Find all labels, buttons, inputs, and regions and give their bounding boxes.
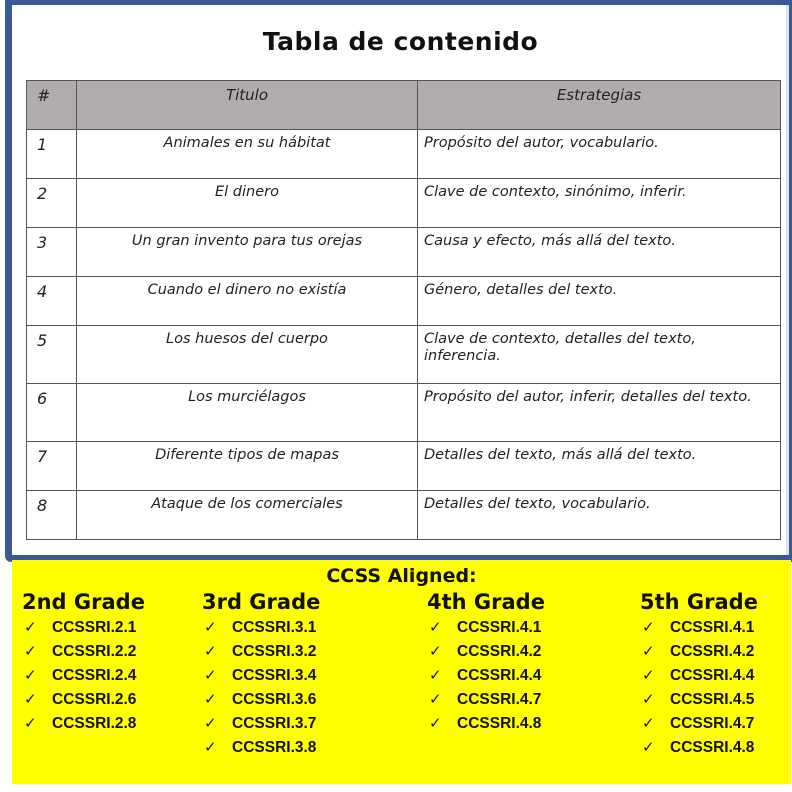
row-strategies	[418, 491, 781, 540]
check-icon: ✓	[24, 690, 37, 708]
standard-item	[202, 711, 320, 735]
strategies-text: Propósito del autor, inferir, detalles del texto.	[424, 389, 752, 405]
check-icon: ✓	[204, 738, 217, 756]
standard-item	[640, 639, 758, 663]
header-number: #	[27, 81, 77, 130]
check-icon: ✓	[204, 690, 217, 708]
row-title: Cuando el dinero no existía	[77, 277, 418, 326]
row-number: 1	[27, 130, 77, 179]
row-number: 5	[27, 326, 77, 384]
standard-code: CCSSRI.3.2	[232, 643, 317, 660]
row-title: Animales en su hábitat	[77, 130, 418, 179]
standard-item	[640, 735, 758, 759]
standard-item	[427, 687, 545, 711]
standard-code: CCSSRI.4.8	[457, 715, 542, 732]
ccss-aligned-panel	[12, 560, 791, 784]
row-strategies	[418, 326, 781, 384]
standard-code: CCSSRI.3.6	[232, 691, 317, 708]
standard-item	[22, 639, 145, 663]
ccss-title: CCSS Aligned:	[326, 565, 477, 587]
check-icon: ✓	[429, 666, 442, 684]
standard-code: CCSSRI.4.4	[457, 667, 542, 684]
row-title: Los murciélagos	[77, 384, 418, 442]
grade-heading: 3rd Grade	[202, 590, 321, 614]
table-row	[27, 130, 781, 179]
contents-table	[26, 80, 781, 540]
table-row	[27, 442, 781, 491]
standard-code: CCSSRI.2.1	[52, 619, 137, 636]
grade-column-3rd	[202, 590, 320, 759]
row-number: 6	[27, 384, 77, 442]
row-number: 4	[27, 277, 77, 326]
standard-item	[22, 711, 145, 735]
strategies-text: Detalles del texto, más allá del texto.	[424, 447, 697, 463]
check-icon: ✓	[429, 690, 442, 708]
standard-code: CCSSRI.3.8	[232, 739, 317, 756]
standard-code: CCSSRI.4.1	[457, 619, 542, 636]
grade-heading: 4th Grade	[427, 590, 545, 614]
check-icon: ✓	[642, 738, 655, 756]
grade-column-5th	[640, 590, 758, 759]
header-strategies: Estrategias	[418, 81, 781, 130]
row-strategies	[418, 277, 781, 326]
standard-item	[640, 687, 758, 711]
grade-column-4th	[427, 590, 545, 735]
row-number: 8	[27, 491, 77, 540]
table-row	[27, 179, 781, 228]
standard-item	[427, 615, 545, 639]
strategies-text: Detalles del texto, vocabulario.	[424, 496, 651, 512]
strategies-text: Clave de contexto, detalles del texto, inferencia.	[424, 331, 696, 364]
standard-code: CCSSRI.3.1	[232, 619, 317, 636]
standard-item	[22, 615, 145, 639]
check-icon: ✓	[642, 618, 655, 636]
table-header-row	[27, 81, 781, 130]
standard-code: CCSSRI.2.8	[52, 715, 137, 732]
check-icon: ✓	[24, 666, 37, 684]
row-number: 3	[27, 228, 77, 277]
strategies-text: Causa y efecto, más allá del texto.	[424, 233, 676, 249]
check-icon: ✓	[204, 714, 217, 732]
row-title: Los huesos del cuerpo	[77, 326, 418, 384]
row-strategies	[418, 442, 781, 491]
standard-item	[640, 615, 758, 639]
standard-item	[427, 663, 545, 687]
table-of-contents-card	[5, 0, 792, 562]
header-title: Titulo	[77, 81, 418, 130]
row-strategies	[418, 384, 781, 442]
row-title: Ataque de los comerciales	[77, 491, 418, 540]
table-row	[27, 326, 781, 384]
row-strategies	[418, 130, 781, 179]
check-icon: ✓	[204, 666, 217, 684]
standard-code: CCSSRI.4.2	[670, 643, 755, 660]
standard-item	[427, 711, 545, 735]
grade-column-2nd	[22, 590, 145, 735]
standard-code: CCSSRI.4.8	[670, 739, 755, 756]
standard-code: CCSSRI.2.2	[52, 643, 137, 660]
check-icon: ✓	[642, 666, 655, 684]
row-number: 2	[27, 179, 77, 228]
row-title: El dinero	[77, 179, 418, 228]
check-icon: ✓	[24, 714, 37, 732]
standard-item	[202, 615, 320, 639]
page-title: Tabla de contenido	[262, 27, 539, 56]
check-icon: ✓	[204, 618, 217, 636]
table-row	[27, 491, 781, 540]
table-row	[27, 277, 781, 326]
check-icon: ✓	[642, 690, 655, 708]
check-icon: ✓	[429, 618, 442, 636]
standard-item	[640, 711, 758, 735]
standard-item	[640, 663, 758, 687]
check-icon: ✓	[429, 642, 442, 660]
standard-code: CCSSRI.4.1	[670, 619, 755, 636]
standard-code: CCSSRI.4.4	[670, 667, 755, 684]
standard-code: CCSSRI.4.7	[670, 715, 755, 732]
check-icon: ✓	[204, 642, 217, 660]
grade-heading: 2nd Grade	[22, 590, 145, 614]
standard-code: CCSSRI.4.2	[457, 643, 542, 660]
grade-heading: 5th Grade	[640, 590, 758, 614]
table-row	[27, 384, 781, 442]
check-icon: ✓	[24, 642, 37, 660]
check-icon: ✓	[24, 618, 37, 636]
strategies-text: Propósito del autor, vocabulario.	[424, 135, 659, 151]
row-number: 7	[27, 442, 77, 491]
check-icon: ✓	[429, 714, 442, 732]
strategies-text: Género, detalles del texto.	[424, 282, 618, 298]
row-title: Diferente tipos de mapas	[77, 442, 418, 491]
row-strategies	[418, 179, 781, 228]
check-icon: ✓	[642, 714, 655, 732]
standard-item	[22, 687, 145, 711]
standard-code: CCSSRI.3.7	[232, 715, 317, 732]
standard-code: CCSSRI.3.4	[232, 667, 317, 684]
row-title: Un gran invento para tus orejas	[77, 228, 418, 277]
standard-item	[22, 663, 145, 687]
strategies-text: Clave de contexto, sinónimo, inferir.	[424, 184, 687, 200]
standard-code: CCSSRI.2.4	[52, 667, 137, 684]
standard-item	[202, 639, 320, 663]
card-edge	[786, 5, 789, 555]
standard-code: CCSSRI.4.5	[670, 691, 755, 708]
standard-item	[202, 687, 320, 711]
standard-item	[202, 735, 320, 759]
standard-item	[202, 663, 320, 687]
table-row	[27, 228, 781, 277]
standard-item	[427, 639, 545, 663]
standard-code: CCSSRI.4.7	[457, 691, 542, 708]
standard-code: CCSSRI.2.6	[52, 691, 137, 708]
check-icon: ✓	[642, 642, 655, 660]
row-strategies	[418, 228, 781, 277]
